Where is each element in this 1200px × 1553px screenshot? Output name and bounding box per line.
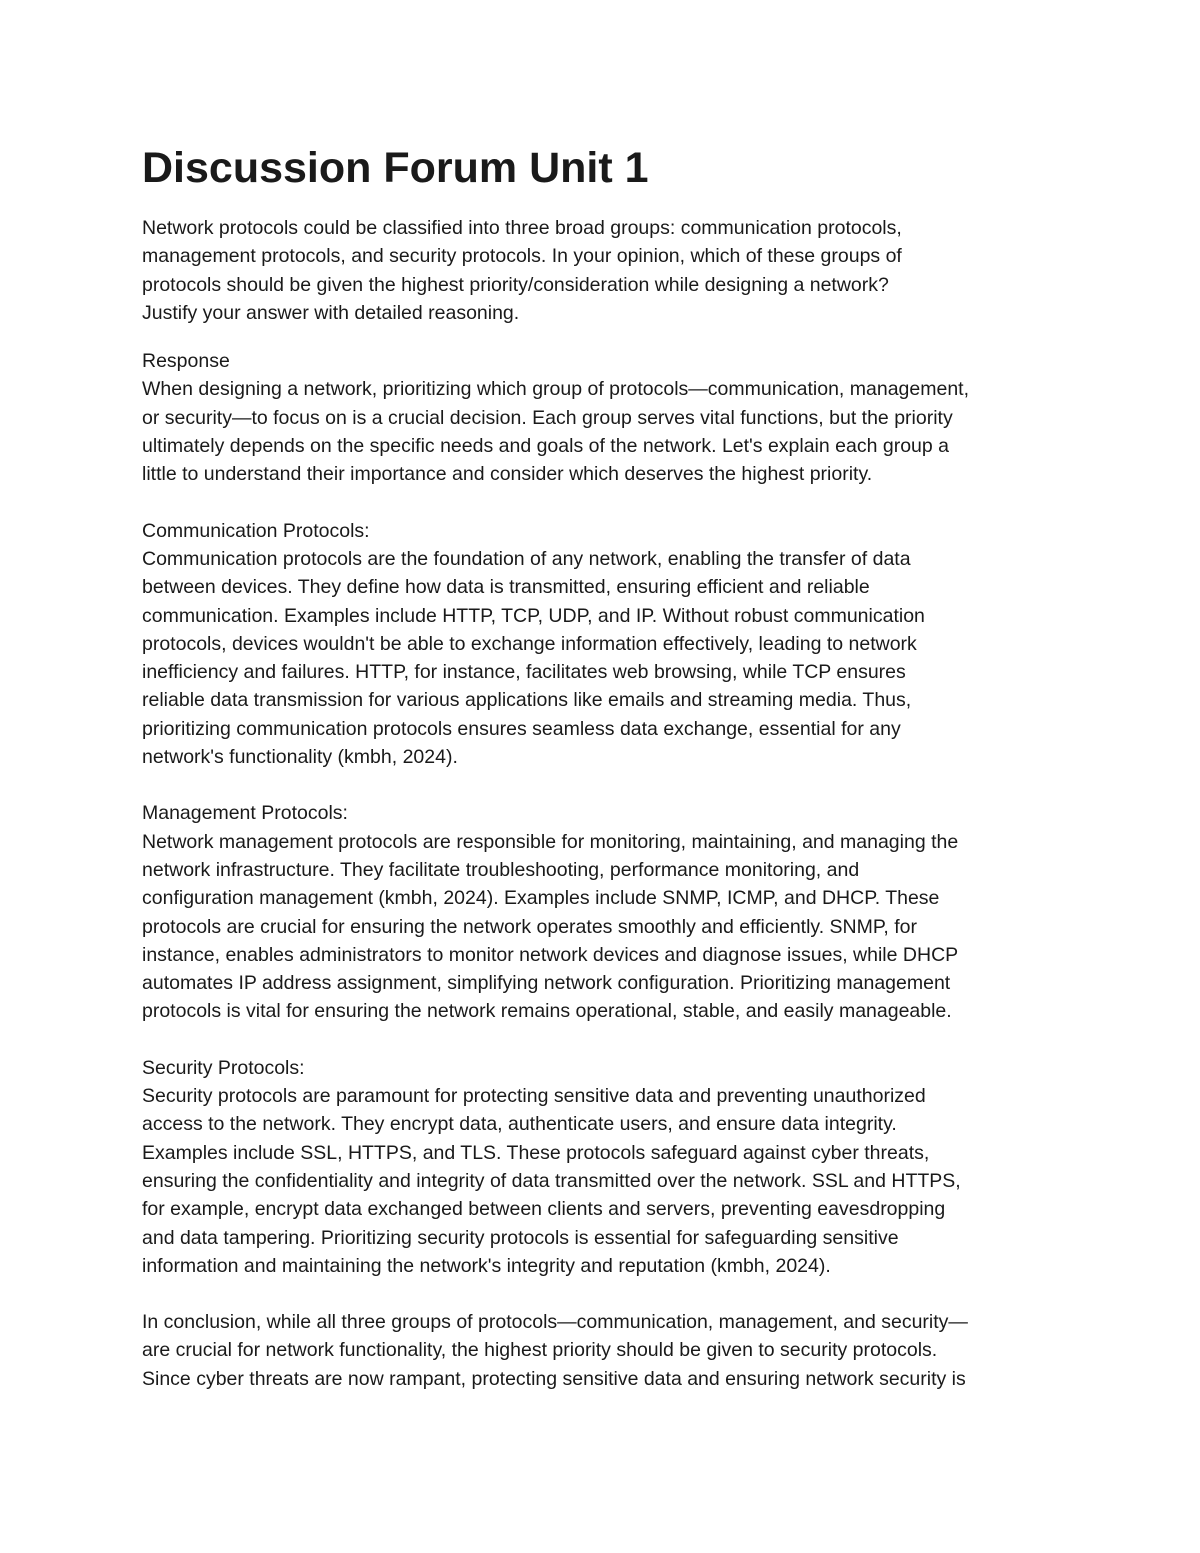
section-body-security: Security protocols are paramount for protecting sensitive data and preventing unauthorized access to the network. They encrypt data, authenticate users, and ensure data integrity. Examples include SSL, HTTPS, and TLS. These protocols safeguard against cyber threats, ensuring the confidentiality and integrity of data transmitted over the network. SSL and HTTPS, for example, encrypt data exchanged between clients and servers, preventing eavesdropping and data tampering. Prioritizing security protocols is essential for safeguarding sensitive information and maintaining the network's integrity and reputation (kmbh, 2024). [142, 1085, 961, 1277]
section-heading-security: Security Protocols: [142, 1056, 305, 1079]
response-intro: When designing a network, prioritizing which group of protocols—communication, management, or security—to focus on is a crucial decision. Each group serves vital functions, but the priority ultimately depends on the specific needs and goals of the network. Let's explain each group a little to understand their importance and consider which deserves the highest priority. [142, 378, 969, 486]
document-page [142, 140, 1060, 1393]
page-title: Discussion Forum Unit 1 [142, 144, 649, 192]
response-heading: Response [142, 350, 230, 373]
section-heading-management: Management Protocols: [142, 802, 348, 825]
section-heading-communication: Communication Protocols: [142, 519, 370, 542]
section-body-communication: Communication protocols are the foundation of any network, enabling the transfer of data between devices. They define how data is transmitted, ensuring efficient and reliable communication. Examples include HTTP, TCP, UDP, and IP. Without robust communication protocols, devices wouldn't be able to exchange information effectively, leading to network inefficiency and failures. HTTP, for instance, facilitates web browsing, while TCP ensures reliable data transmission for various applications like emails and streaming media. Thus, prioritizing communication protocols ensures seamless data exchange, essential for any network's functionality (kmbh, 2024). [142, 547, 925, 769]
section-body-management: Network management protocols are responsible for monitoring, maintaining, and managing the network infrastructure. They facilitate troubleshooting, performance monitoring, and configuration management (kmbh, 2024). Examples include SNMP, ICMP, and DHCP. These protocols are crucial for ensuring the network operates smoothly and efficiently. SNMP, for instance, enables administrators to monitor network devices and diagnose issues, while DHCP automates IP address assignment, simplifying network configuration. Prioritizing management protocols is vital for ensuring the network remains operational, stable, and easily manageable. [142, 830, 959, 1023]
conclusion-paragraph: In conclusion, while all three groups of protocols—communication, management, and security— are crucial for network functionality, the highest priority should be given to security protocols. Since cyber threats are now rampant, protecting sensitive data and ensuring network security is [142, 1311, 968, 1390]
discussion-prompt: Network protocols could be classified into three broad groups: communication protocols, management protocols, and security protocols. In your opinion, which of these groups of protocols should be given the highest priority/consideration while designing a network? Justify your answer with detailed reasoning. [142, 217, 902, 324]
